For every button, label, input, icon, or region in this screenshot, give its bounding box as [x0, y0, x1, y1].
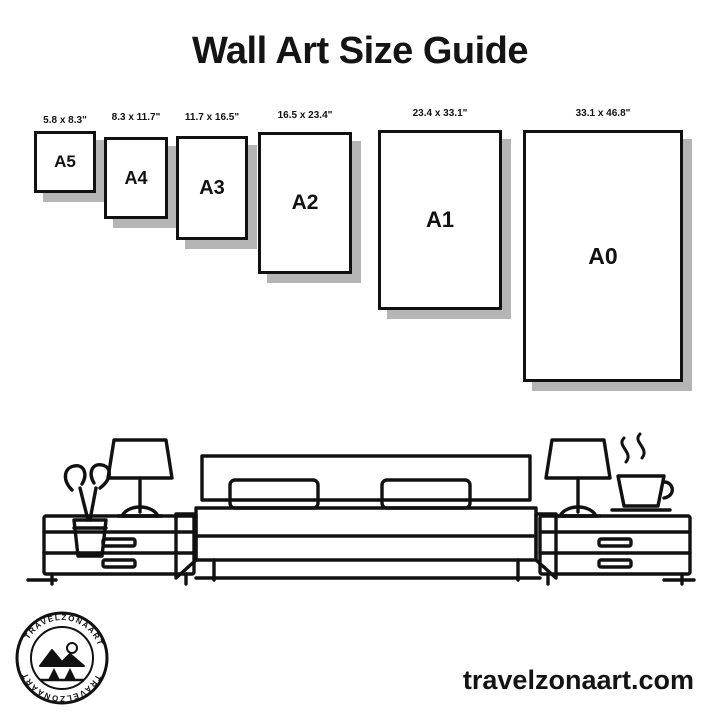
frame-box-a3 [176, 136, 248, 240]
frame-box-a5 [34, 131, 96, 193]
frame-dimension-a1: 23.4 x 33.1" [412, 108, 468, 119]
bedroom-scene [0, 380, 720, 610]
left-nightstand [44, 516, 194, 584]
frame-label-a3: A3 [199, 176, 225, 199]
frame-label-a5: A5 [54, 152, 76, 171]
right-nightstand [540, 516, 690, 584]
coffee-cup [612, 434, 672, 510]
right-table-lamp [546, 440, 610, 516]
frame-box-a0 [523, 130, 683, 382]
frame-label-a0: A0 [588, 242, 618, 269]
frame-box-a2 [258, 132, 352, 274]
frame-label-a2: A2 [291, 191, 319, 214]
frame-box-a1 [378, 130, 502, 310]
frame-dimension-a4: 8.3 x 11.7" [111, 112, 161, 123]
frame-box-a4 [104, 137, 168, 219]
brand-logo [14, 610, 110, 706]
frame-dimension-a3: 11.7 x 16.5" [184, 112, 240, 123]
frame-dimension-a5: 5.8 x 8.3" [43, 115, 87, 126]
bed [176, 456, 556, 580]
logo-text-top: TRAVELZONAART [22, 612, 105, 648]
frame-label-a4: A4 [124, 167, 148, 188]
frame-dimension-a2: 16.5 x 23.4" [277, 110, 333, 121]
frame-dimension-a0: 33.1 x 46.8" [575, 108, 631, 119]
left-table-lamp [108, 440, 172, 516]
svg-text:TRAVELZONAART [20, 671, 103, 703]
website-url: travelzonaart.com [462, 665, 694, 695]
logo-text-bottom: TRAVELZONAART [19, 670, 103, 704]
page-title: Wall Art Size Guide [191, 30, 529, 72]
frame-label-a1: A1 [425, 207, 455, 232]
